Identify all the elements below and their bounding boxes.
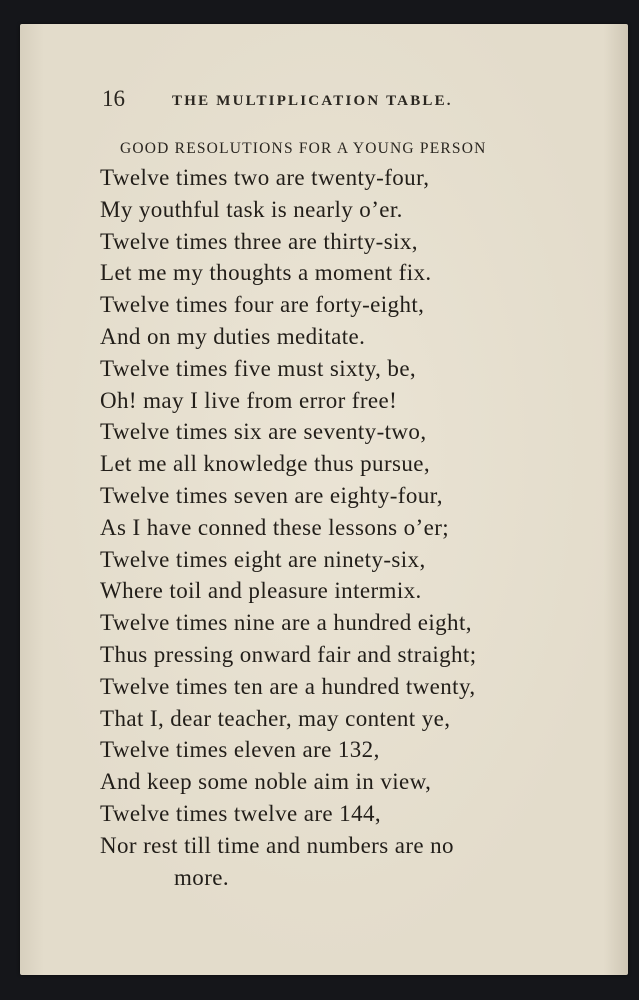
poem-line: more. [174, 864, 230, 890]
poem-line: Nor rest till time and numbers are no [100, 832, 454, 858]
poem-line: Twelve times three are thirty-six, [100, 228, 418, 254]
poem-line: Let me all knowledge thus pursue, [100, 451, 431, 477]
poem-line: Twelve times six are seventy-two, [100, 419, 427, 445]
poem-line: My youthful task is nearly o’er. [100, 196, 403, 222]
poem-body [100, 162, 580, 893]
poem-line: Twelve times two are twenty-four, [100, 165, 430, 190]
running-head [102, 86, 522, 116]
poem-line: Where toil and pleasure intermix. [100, 578, 422, 604]
poem-line: Twelve times five must sixty, be, [100, 355, 417, 381]
page-number: 16 [102, 86, 125, 111]
poem-line: Let me my thoughts a moment fix. [100, 260, 432, 286]
poem-line: Oh! may I live from error free! [100, 387, 398, 413]
poem-line: That I, dear teacher, may content ye, [100, 705, 451, 731]
poem-title: GOOD RESOLUTIONS FOR A YOUNG PERSON [120, 140, 487, 157]
running-title: THE MULTIPLICATION TABLE. [172, 93, 453, 109]
poem-line: Twelve times seven are eighty-four, [100, 482, 443, 508]
poem-line: Twelve times nine are a hundred eight, [100, 610, 472, 636]
poem-line: Twelve times eleven are 132, [100, 737, 380, 763]
poem-line: Twelve times ten are a hundred twenty, [100, 673, 476, 699]
poem-line: Twelve times twelve are 144, [100, 800, 382, 826]
poem-line: And keep some noble aim in view, [100, 769, 432, 795]
poem-line: And on my duties meditate. [100, 323, 366, 349]
poem-line: Twelve times eight are ninety-six, [100, 546, 426, 572]
poem-line: As I have conned these lessons o’er; [100, 514, 450, 540]
poem-line: Twelve times four are forty-eight, [100, 292, 425, 318]
poem-line: Thus pressing onward fair and straight; [100, 641, 477, 667]
